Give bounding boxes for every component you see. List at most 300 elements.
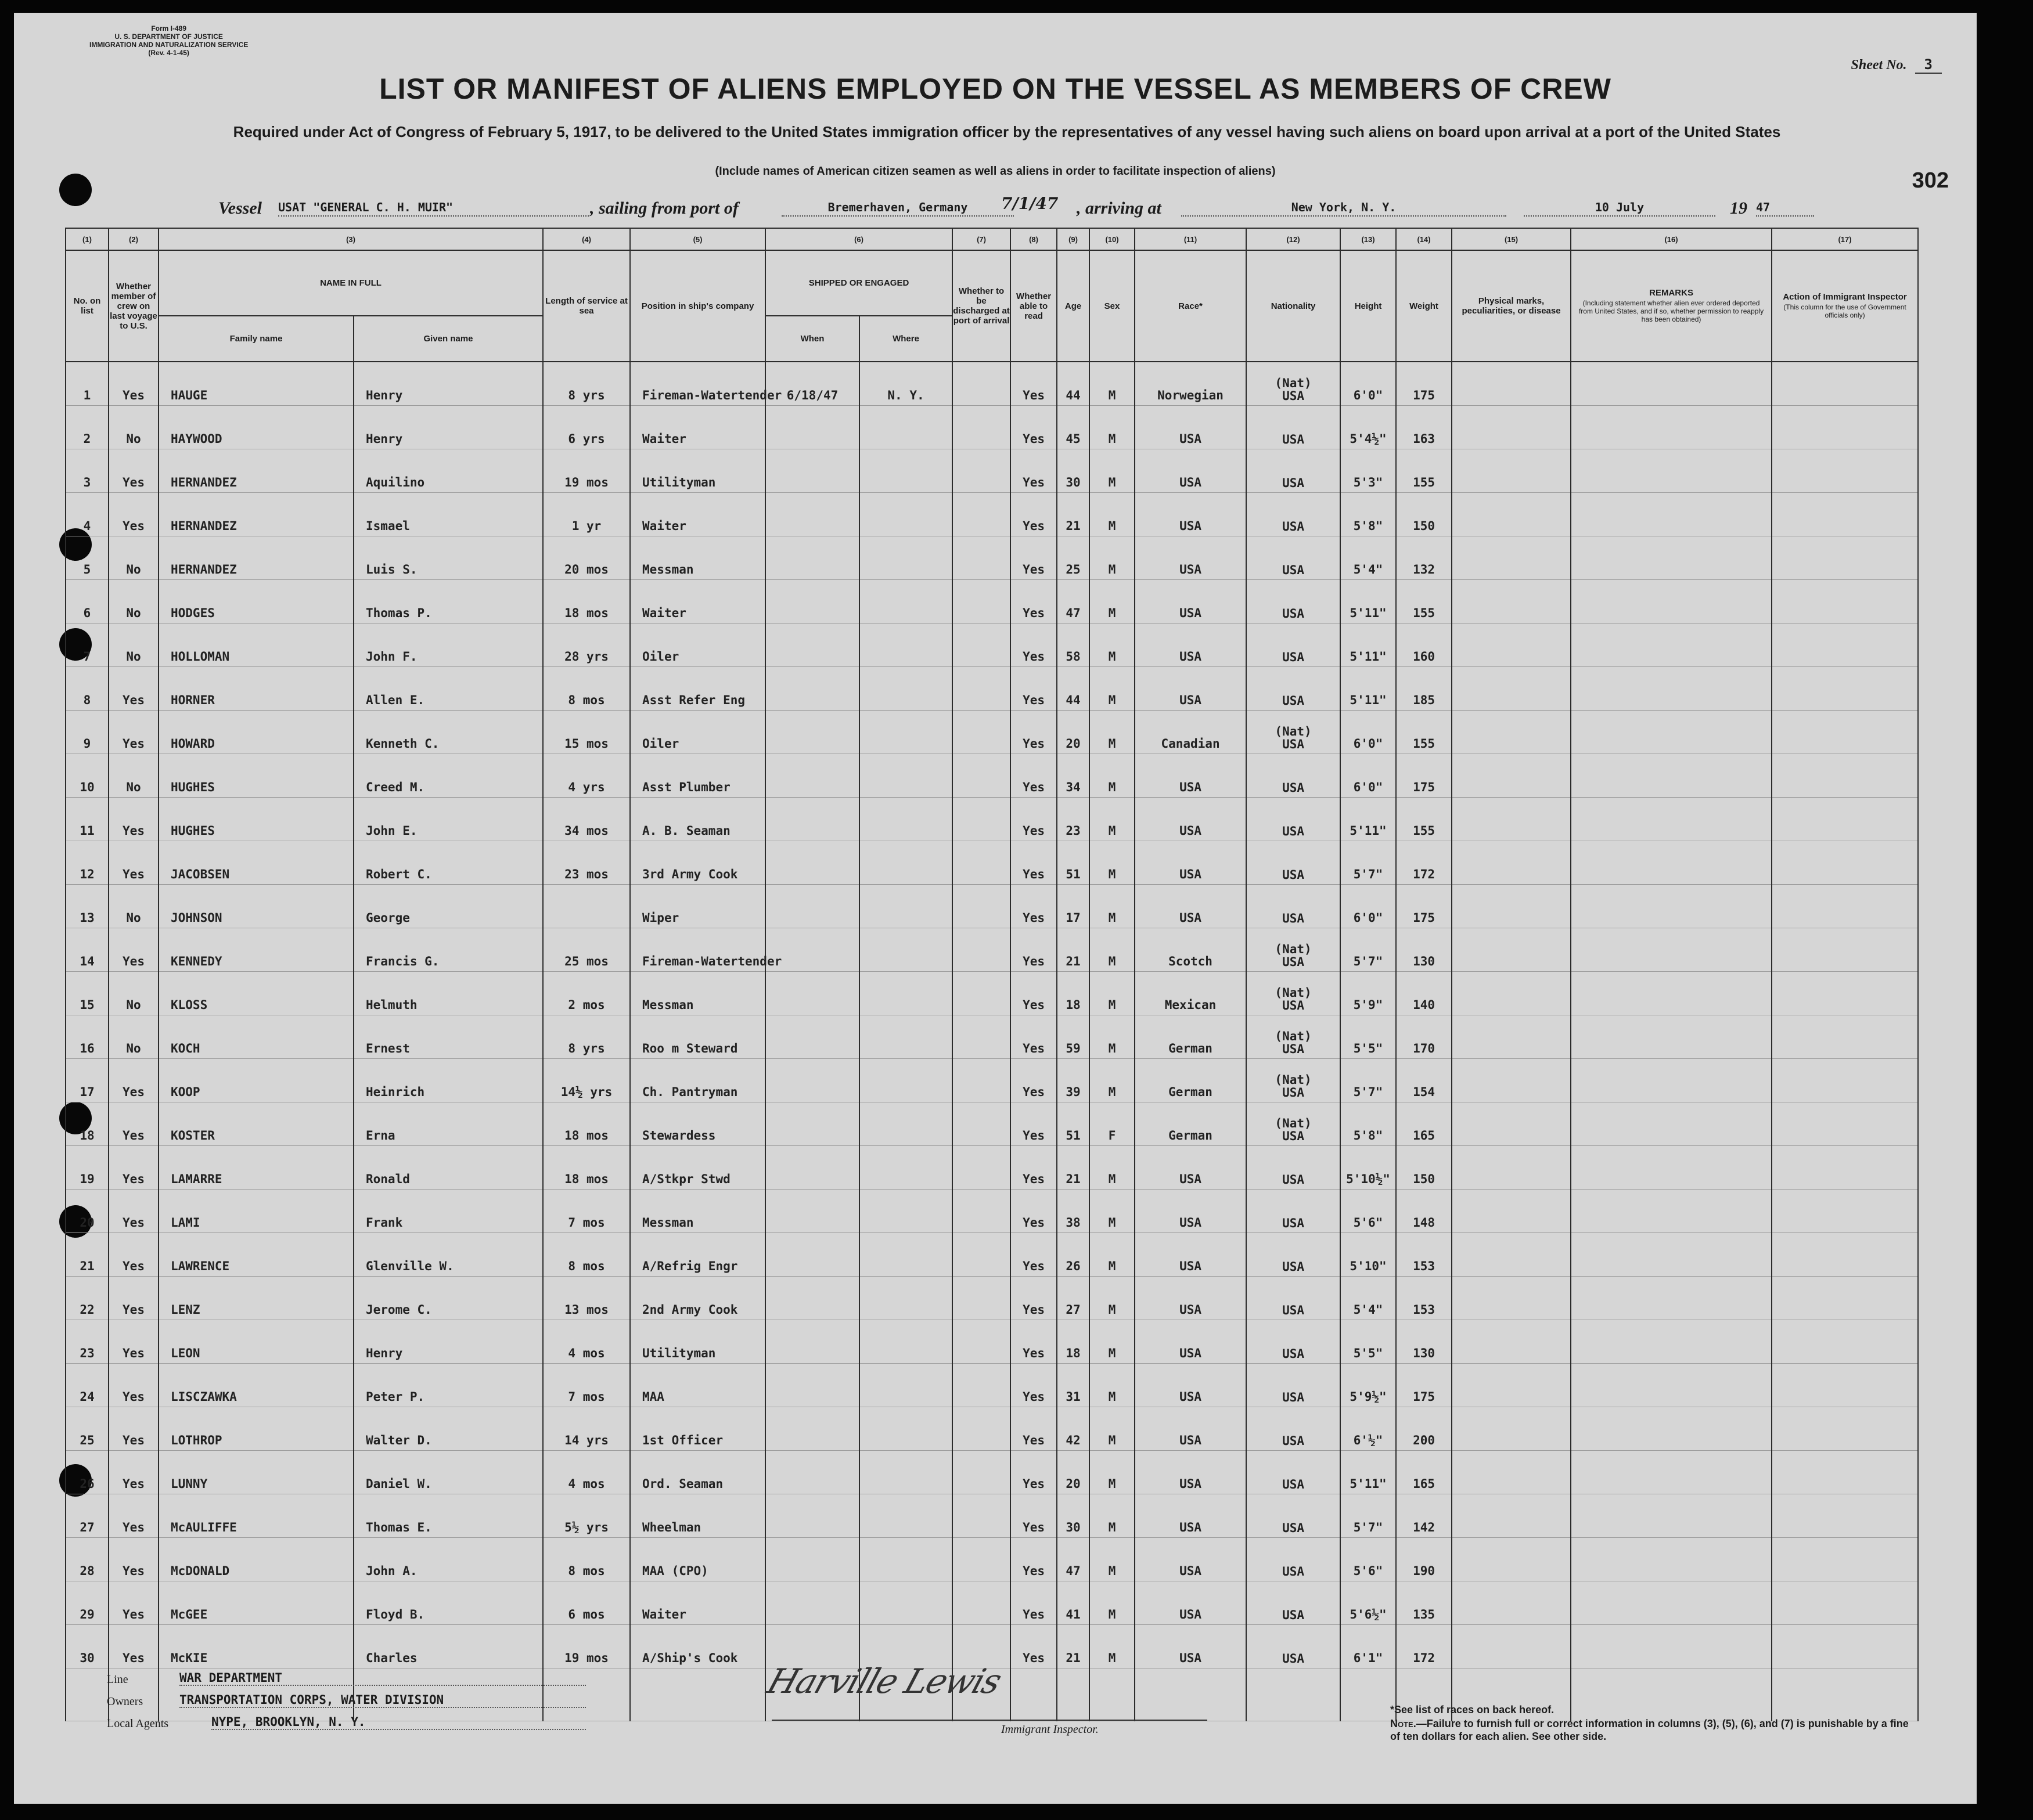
col-shipped-when — [765, 1407, 859, 1451]
col-position: Messman — [630, 1190, 765, 1233]
col-weight: 132 — [1396, 536, 1452, 580]
col-no: 2 — [66, 406, 109, 449]
col-family-name: JACOBSEN — [159, 841, 354, 885]
vessel-label: Vessel — [218, 199, 262, 218]
col-no: 1 — [66, 362, 109, 406]
col-physical-marks — [1452, 885, 1571, 928]
col-discharged — [952, 798, 1010, 841]
col-service: 25 mos — [543, 928, 630, 972]
owners-value: TRANSPORTATION CORPS, WATER DIVISION — [179, 1693, 586, 1708]
col-able-to-read: Yes — [1010, 928, 1057, 972]
col-nationality — [1246, 928, 1340, 972]
col-age: 23 — [1057, 798, 1089, 841]
table-header — [66, 228, 1918, 362]
col-shipped-where — [859, 624, 952, 667]
header-family-name: Family name — [159, 316, 354, 362]
naturalized-note: (Nat) — [1275, 986, 1312, 1000]
col-shipped-when — [765, 972, 859, 1015]
col-action — [1772, 449, 1918, 493]
col-race: USA — [1135, 1320, 1246, 1364]
col-family-name: KENNEDY — [159, 928, 354, 972]
col-action — [1772, 1494, 1918, 1538]
col-family-name: KOSTER — [159, 1102, 354, 1146]
col-shipped-where — [859, 1102, 952, 1146]
col-crew-last-voyage: Yes — [109, 1059, 159, 1102]
col-service — [543, 885, 630, 928]
col-crew-last-voyage: No — [109, 1015, 159, 1059]
col-remarks — [1571, 667, 1772, 711]
col-family-name: McGEE — [159, 1581, 354, 1625]
col-shipped-where — [859, 1581, 952, 1625]
col-position: Roo m Steward — [630, 1015, 765, 1059]
col-family-name: HORNER — [159, 667, 354, 711]
col-race: Mexican — [1135, 972, 1246, 1015]
col-race: USA — [1135, 1277, 1246, 1320]
col-able-to-read: Yes — [1010, 1538, 1057, 1581]
header-sex: Sex — [1089, 250, 1135, 362]
col-able-to-read: Yes — [1010, 1320, 1057, 1364]
col-given-name: Henry — [354, 1320, 543, 1364]
col-discharged — [952, 1277, 1010, 1320]
col-crew-last-voyage: No — [109, 754, 159, 798]
col-crew-last-voyage: Yes — [109, 1407, 159, 1451]
col-race: USA — [1135, 1364, 1246, 1407]
col-num: (13) — [1340, 228, 1396, 250]
nationality-value: USA — [1282, 868, 1304, 882]
col-height: 6'0" — [1340, 885, 1396, 928]
col-family-name: LAWRENCE — [159, 1233, 354, 1277]
col-shipped-when — [765, 841, 859, 885]
col-discharged — [952, 841, 1010, 885]
col-race: USA — [1135, 1146, 1246, 1190]
form-id — [89, 24, 248, 57]
page-number: 302 — [1912, 168, 1949, 193]
col-physical-marks — [1452, 1102, 1571, 1146]
col-discharged — [952, 1494, 1010, 1538]
col-service: 7 mos — [543, 1364, 630, 1407]
blank-cell — [1089, 1668, 1135, 1721]
col-service: 18 mos — [543, 1102, 630, 1146]
header-when: When — [765, 316, 859, 362]
col-no: 25 — [66, 1407, 109, 1451]
service: IMMIGRATION AND NATURALIZATION SERVICE — [89, 41, 249, 49]
col-physical-marks — [1452, 1190, 1571, 1233]
col-height: 5'6½" — [1340, 1581, 1396, 1625]
table-row — [66, 1538, 1918, 1581]
col-nationality — [1246, 1190, 1340, 1233]
col-sex: M — [1089, 536, 1135, 580]
revision: (Rev. 4-1-45) — [148, 49, 189, 57]
col-physical-marks — [1452, 1538, 1571, 1581]
col-height: 5'4" — [1340, 536, 1396, 580]
table-row — [66, 1581, 1918, 1625]
col-crew-last-voyage: Yes — [109, 1190, 159, 1233]
col-sex: M — [1089, 1233, 1135, 1277]
col-shipped-when — [765, 580, 859, 624]
nationality-value: USA — [1282, 433, 1304, 446]
col-height: 5'11" — [1340, 580, 1396, 624]
col-given-name: Ismael — [354, 493, 543, 536]
col-family-name: KLOSS — [159, 972, 354, 1015]
col-weight: 153 — [1396, 1277, 1452, 1320]
table-row — [66, 754, 1918, 798]
col-action — [1772, 841, 1918, 885]
col-race: USA — [1135, 798, 1246, 841]
col-crew-last-voyage: Yes — [109, 449, 159, 493]
col-physical-marks — [1452, 1277, 1571, 1320]
col-sex: M — [1089, 885, 1135, 928]
nationality-value: USA — [1282, 476, 1304, 490]
col-shipped-where — [859, 1407, 952, 1451]
col-num: (1) — [66, 228, 109, 250]
col-able-to-read: Yes — [1010, 667, 1057, 711]
nationality-value: USA — [1282, 650, 1304, 664]
col-sex: M — [1089, 1625, 1135, 1668]
col-discharged — [952, 1190, 1010, 1233]
col-crew-last-voyage: No — [109, 624, 159, 667]
header-no-on-list: No. on list — [66, 250, 109, 362]
col-family-name: HUGHES — [159, 798, 354, 841]
col-shipped-when — [765, 1364, 859, 1407]
form-number: Form I-489 — [151, 24, 186, 33]
col-able-to-read: Yes — [1010, 754, 1057, 798]
col-physical-marks — [1452, 580, 1571, 624]
col-no: 19 — [66, 1146, 109, 1190]
col-crew-last-voyage: No — [109, 580, 159, 624]
col-remarks — [1571, 972, 1772, 1015]
col-action — [1772, 1015, 1918, 1059]
col-action — [1772, 1059, 1918, 1102]
header-shipped: SHIPPED OR ENGAGED — [765, 250, 952, 316]
col-crew-last-voyage: Yes — [109, 667, 159, 711]
col-remarks — [1571, 798, 1772, 841]
col-shipped-where — [859, 1364, 952, 1407]
col-remarks — [1571, 1538, 1772, 1581]
col-no: 8 — [66, 667, 109, 711]
col-given-name: Henry — [354, 362, 543, 406]
col-position: Fireman-Watertender — [630, 362, 765, 406]
col-height: 6'0" — [1340, 362, 1396, 406]
col-action — [1772, 754, 1918, 798]
col-height: 5'7" — [1340, 1494, 1396, 1538]
col-height: 6'0" — [1340, 711, 1396, 754]
col-family-name: HAUGE — [159, 362, 354, 406]
col-nationality — [1246, 1581, 1340, 1625]
nationality-value: USA — [1282, 1652, 1304, 1666]
col-num: (7) — [952, 228, 1010, 250]
col-shipped-when — [765, 536, 859, 580]
col-crew-last-voyage: Yes — [109, 798, 159, 841]
col-family-name: HERNANDEZ — [159, 449, 354, 493]
nationality-value: USA — [1282, 911, 1304, 925]
nationality-value: USA — [1282, 520, 1304, 534]
col-no: 30 — [66, 1625, 109, 1668]
col-sex: M — [1089, 841, 1135, 885]
line-label: Line — [107, 1673, 128, 1686]
col-action — [1772, 580, 1918, 624]
table-row — [66, 1146, 1918, 1190]
col-age: 44 — [1057, 362, 1089, 406]
header-weight: Weight — [1396, 250, 1452, 362]
col-remarks — [1571, 406, 1772, 449]
owners-label: Owners — [107, 1695, 143, 1708]
col-action — [1772, 1320, 1918, 1364]
col-crew-last-voyage: Yes — [109, 928, 159, 972]
col-shipped-where — [859, 1277, 952, 1320]
col-no: 20 — [66, 1190, 109, 1233]
table-row — [66, 885, 1918, 928]
col-position: Wiper — [630, 885, 765, 928]
col-given-name: Glenville W. — [354, 1233, 543, 1277]
col-sex: M — [1089, 1190, 1135, 1233]
nationality-value: USA — [1282, 1390, 1304, 1404]
table-row — [66, 1494, 1918, 1538]
col-action — [1772, 493, 1918, 536]
col-action — [1772, 1451, 1918, 1494]
col-race: Canadian — [1135, 711, 1246, 754]
remarks-subtitle: (Including statement whether alien ever ordered deported from United States, and if so, whether permission to reapply has been obtained) — [1578, 298, 1764, 323]
col-shipped-when — [765, 1015, 859, 1059]
col-physical-marks — [1452, 711, 1571, 754]
col-num: (12) — [1246, 228, 1340, 250]
col-physical-marks — [1452, 406, 1571, 449]
col-physical-marks — [1452, 536, 1571, 580]
col-race: USA — [1135, 493, 1246, 536]
col-sex: M — [1089, 754, 1135, 798]
arrival-port: New York, N. Y. — [1181, 200, 1506, 217]
col-age: 42 — [1057, 1407, 1089, 1451]
col-race: USA — [1135, 1190, 1246, 1233]
col-service: 14½ yrs — [543, 1059, 630, 1102]
col-able-to-read: Yes — [1010, 711, 1057, 754]
nationality-value: USA — [1282, 1477, 1304, 1491]
col-remarks — [1571, 624, 1772, 667]
col-shipped-where — [859, 928, 952, 972]
col-remarks — [1571, 580, 1772, 624]
col-shipped-where — [859, 1451, 952, 1494]
col-height: 6'0" — [1340, 754, 1396, 798]
col-nationality — [1246, 972, 1340, 1015]
col-family-name: JOHNSON — [159, 885, 354, 928]
agents-label: Local Agents — [107, 1717, 169, 1730]
crew-rows — [66, 362, 1918, 1721]
col-able-to-read: Yes — [1010, 1059, 1057, 1102]
col-age: 44 — [1057, 667, 1089, 711]
col-remarks — [1571, 1407, 1772, 1451]
col-remarks — [1571, 536, 1772, 580]
col-age: 51 — [1057, 1102, 1089, 1146]
col-given-name: Kenneth C. — [354, 711, 543, 754]
header-read: Whether able to read — [1010, 250, 1057, 362]
col-discharged — [952, 449, 1010, 493]
col-physical-marks — [1452, 1320, 1571, 1364]
col-age: 21 — [1057, 928, 1089, 972]
col-given-name: Aquilino — [354, 449, 543, 493]
col-shipped-where — [859, 667, 952, 711]
col-shipped-where — [859, 536, 952, 580]
col-crew-last-voyage: Yes — [109, 1494, 159, 1538]
col-able-to-read: Yes — [1010, 798, 1057, 841]
col-remarks — [1571, 1364, 1772, 1407]
col-sex: M — [1089, 1407, 1135, 1451]
col-no: 21 — [66, 1233, 109, 1277]
col-height: 5'10" — [1340, 1233, 1396, 1277]
col-given-name: Ernest — [354, 1015, 543, 1059]
col-height: 5'7" — [1340, 841, 1396, 885]
col-num: (15) — [1452, 228, 1571, 250]
header-physical-marks: Physical marks, peculiarities, or disease — [1452, 250, 1571, 362]
col-nationality — [1246, 493, 1340, 536]
blank-cell — [1010, 1668, 1057, 1721]
col-num: (5) — [630, 228, 765, 250]
col-able-to-read: Yes — [1010, 1407, 1057, 1451]
col-age: 47 — [1057, 1538, 1089, 1581]
col-discharged — [952, 1146, 1010, 1190]
col-service: 23 mos — [543, 841, 630, 885]
blank-cell — [1246, 1668, 1340, 1721]
col-age: 38 — [1057, 1190, 1089, 1233]
col-nationality — [1246, 1364, 1340, 1407]
col-weight: 190 — [1396, 1538, 1452, 1581]
col-height: 6'½" — [1340, 1407, 1396, 1451]
col-discharged — [952, 1059, 1010, 1102]
col-action — [1772, 624, 1918, 667]
col-age: 25 — [1057, 536, 1089, 580]
col-crew-last-voyage: No — [109, 536, 159, 580]
col-discharged — [952, 1581, 1010, 1625]
blank-cell — [1340, 1668, 1396, 1721]
col-weight: 153 — [1396, 1233, 1452, 1277]
col-age: 21 — [1057, 1625, 1089, 1668]
col-family-name: LAMI — [159, 1190, 354, 1233]
col-crew-last-voyage: Yes — [109, 1364, 159, 1407]
col-race: USA — [1135, 667, 1246, 711]
col-race: USA — [1135, 1581, 1246, 1625]
col-remarks — [1571, 493, 1772, 536]
blank-cell — [1057, 1668, 1089, 1721]
col-race: USA — [1135, 1233, 1246, 1277]
col-position: Waiter — [630, 1581, 765, 1625]
col-height: 5'11" — [1340, 1451, 1396, 1494]
col-given-name: John A. — [354, 1538, 543, 1581]
col-able-to-read: Yes — [1010, 1364, 1057, 1407]
col-position: MAA — [630, 1364, 765, 1407]
col-shipped-when — [765, 1451, 859, 1494]
line-value: WAR DEPARTMENT — [179, 1671, 586, 1686]
col-weight: 165 — [1396, 1102, 1452, 1146]
col-discharged — [952, 972, 1010, 1015]
col-action — [1772, 972, 1918, 1015]
col-num: (11) — [1135, 228, 1246, 250]
remarks-title: REMARKS — [1649, 287, 1693, 298]
col-given-name: Erna — [354, 1102, 543, 1146]
department: U. S. DEPARTMENT OF JUSTICE — [114, 33, 223, 41]
col-service: 1 yr — [543, 493, 630, 536]
col-crew-last-voyage: Yes — [109, 1102, 159, 1146]
col-sex: M — [1089, 449, 1135, 493]
col-race: German — [1135, 1102, 1246, 1146]
col-height: 5'5" — [1340, 1015, 1396, 1059]
col-race: USA — [1135, 624, 1246, 667]
col-position: A/Stkpr Stwd — [630, 1146, 765, 1190]
col-physical-marks — [1452, 1364, 1571, 1407]
sheet-number-value: 3 — [1915, 56, 1942, 74]
inspector-signature: Harville Lewis — [762, 1662, 1006, 1701]
col-given-name: Luis S. — [354, 536, 543, 580]
col-position: Utilityman — [630, 1320, 765, 1364]
col-no: 5 — [66, 536, 109, 580]
col-position: Ord. Seaman — [630, 1451, 765, 1494]
col-age: 21 — [1057, 1146, 1089, 1190]
col-able-to-read: Yes — [1010, 580, 1057, 624]
col-no: 11 — [66, 798, 109, 841]
col-race: German — [1135, 1015, 1246, 1059]
col-remarks — [1571, 1233, 1772, 1277]
col-weight: 175 — [1396, 1364, 1452, 1407]
table-row — [66, 1451, 1918, 1494]
col-race: Scotch — [1135, 928, 1246, 972]
col-action — [1772, 1538, 1918, 1581]
table-row — [66, 711, 1918, 754]
table-row — [66, 1190, 1918, 1233]
col-position: 1st Officer — [630, 1407, 765, 1451]
col-height: 5'10½" — [1340, 1146, 1396, 1190]
col-nationality — [1246, 1015, 1340, 1059]
col-no: 7 — [66, 624, 109, 667]
col-discharged — [952, 1407, 1010, 1451]
col-sex: M — [1089, 711, 1135, 754]
col-weight: 150 — [1396, 1146, 1452, 1190]
col-age: 45 — [1057, 406, 1089, 449]
col-age: 51 — [1057, 841, 1089, 885]
col-no: 27 — [66, 1494, 109, 1538]
nationality-value: USA — [1282, 1042, 1304, 1056]
col-family-name: LEON — [159, 1320, 354, 1364]
naturalized-note: (Nat) — [1275, 725, 1312, 738]
col-sex: M — [1089, 1364, 1135, 1407]
col-position: Messman — [630, 536, 765, 580]
col-given-name: John E. — [354, 798, 543, 841]
col-physical-marks — [1452, 1146, 1571, 1190]
table-row — [66, 1364, 1918, 1407]
col-sex: F — [1089, 1102, 1135, 1146]
col-nationality — [1246, 449, 1340, 493]
col-weight: 163 — [1396, 406, 1452, 449]
race-note: *See list of races on back hereof. — [1390, 1704, 1555, 1716]
col-discharged — [952, 667, 1010, 711]
col-physical-marks — [1452, 1625, 1571, 1668]
col-service: 8 mos — [543, 667, 630, 711]
col-age: 58 — [1057, 624, 1089, 667]
col-shipped-when — [765, 1494, 859, 1538]
col-remarks — [1571, 754, 1772, 798]
col-shipped-when — [765, 406, 859, 449]
col-action — [1772, 1364, 1918, 1407]
col-weight: 130 — [1396, 928, 1452, 972]
col-sex: M — [1089, 493, 1135, 536]
col-shipped-when — [765, 711, 859, 754]
header-name-in-full: NAME IN FULL — [159, 250, 543, 316]
col-weight: 175 — [1396, 885, 1452, 928]
col-physical-marks — [1452, 1581, 1571, 1625]
col-discharged — [952, 1451, 1010, 1494]
col-age: 17 — [1057, 885, 1089, 928]
col-service: 18 mos — [543, 580, 630, 624]
col-action — [1772, 406, 1918, 449]
col-no: 16 — [66, 1015, 109, 1059]
col-service: 8 yrs — [543, 362, 630, 406]
col-physical-marks — [1452, 1059, 1571, 1102]
